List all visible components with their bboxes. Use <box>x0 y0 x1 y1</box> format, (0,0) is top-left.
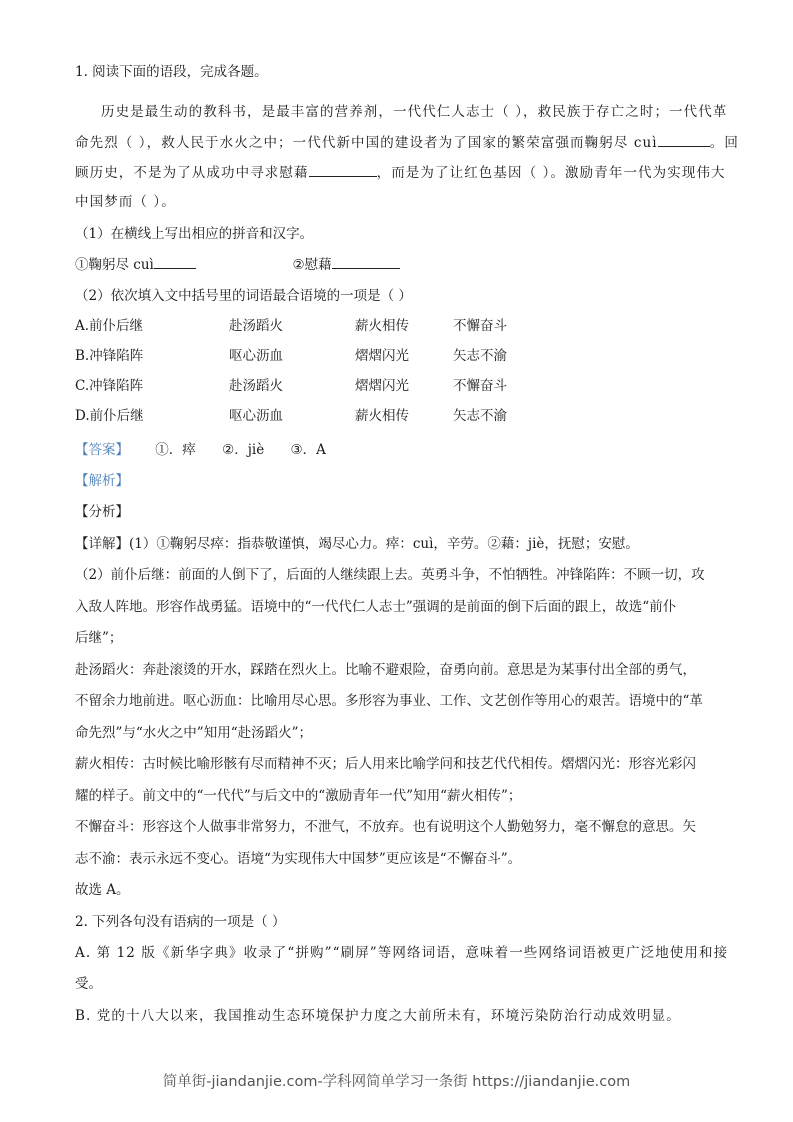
passage-line-1: 历史是最生动的教科书，是最丰富的营养剂，一代代仁人志士（ ），救民族于存亡之时；一代代革 <box>101 104 728 120</box>
option-a-word-3: 薪火相传 <box>355 318 409 334</box>
sub-question-1-items <box>75 254 400 275</box>
passage-line-2-text: 命先烈（ ），救人民于水火之中；一代代新中国的建设者为了国家的繁荣富强而鞠躬尽 cuì <box>75 135 658 151</box>
sub-question-1-prompt: （1）在横线上写出相应的拼音和汉字。 <box>75 226 314 242</box>
option-d-word-3: 薪火相传 <box>355 408 409 424</box>
detail-line-1: 【详解】(1）①鞠躬尽瘁：指恭敬谨慎，竭尽心力。瘁：cuì，辛劳。②藉：jiè，抚慰；安慰。 <box>75 536 639 552</box>
option-row-b <box>75 346 595 366</box>
passage-line-2 <box>75 132 739 153</box>
detail-line-6: 不留余力地前进。呕心沥血：比喻用尽心思。多形容为事业、工作、文艺创作等用心的艰苦。语境中的“革 <box>75 693 703 709</box>
detail-line-5: 赴汤蹈火：奔赴滚烫的开水，踩踏在烈火上。比喻不避艰险，奋勇向前。意思是为某事付出全部的勇气， <box>75 662 696 678</box>
detail-line-10: 不懈奋斗：形容这个人做事非常努力，不泄气，不放弃。也有说明这个人勤勉努力，毫不懈怠的意思。矢 <box>75 819 696 835</box>
detail-line-2: （2）前仆后继：前面的人倒下了，后面的人继续跟上去。英勇斗争，不怕牺牲。冲锋陷阵：不顾一切，攻 <box>75 567 705 583</box>
sub-question-2-prompt: （2）依次填入文中括号里的词语最合语境的一项是（ ） <box>75 288 412 304</box>
option-row-c <box>75 376 595 396</box>
answer-label: 【答案】 <box>75 442 129 458</box>
site-footer-watermark: 简单街-jiandanjie.com-学科网简单学习一条街 https://jiandanjie.com <box>162 1074 631 1090</box>
question-2-option-a: A. 第 12 版《新华字典》收录了“拼购”“刷屏”等网络词语，意味着一些网络词语被更广泛地使用和接 <box>75 945 729 961</box>
passage-line-3-end: ，而是为了让红色基因（ ）。激励青年一代为实现伟大 <box>376 165 726 181</box>
detail-line-8: 薪火相传：古时候比喻形骸有尽而精神不灭；后人用来比喻学问和技艺代代相传。熠熠闪光：形容光彩闪 <box>75 756 696 772</box>
detail-line-11: 志不渝：表示永远不变心。语境“为实现伟大中国梦”更应该是“不懈奋斗”。 <box>75 851 522 867</box>
answer-section <box>75 440 326 460</box>
option-b-label: B.冲锋陷阵 <box>75 348 144 364</box>
analysis-label: 【解析】 <box>75 473 129 489</box>
option-row-d <box>75 406 595 426</box>
passage-line-2-end: 。回 <box>709 135 739 151</box>
option-a-label: A.前仆后继 <box>75 318 144 334</box>
detail-line-4: 后继”； <box>75 630 123 646</box>
passage-line-3 <box>75 162 726 183</box>
option-a-word-4: 不懈奋斗 <box>453 318 507 334</box>
item-2-label: ②慰藉 <box>292 257 332 273</box>
fill-blank-cui <box>658 132 710 147</box>
option-b-word-4: 矢志不渝 <box>453 348 507 364</box>
question-2-title: 2. 下列各句没有语病的一项是（ ） <box>75 914 286 930</box>
item-2-blank <box>332 254 400 269</box>
question-2-option-a-cont: 受。 <box>75 976 102 992</box>
item-1-blank <box>154 254 196 269</box>
answer-item-3: ③．A <box>290 442 326 458</box>
fenxi-label: 【分析】 <box>75 504 129 520</box>
answer-item-2: ②．jiè <box>222 442 265 458</box>
question-2-option-b: B. 党的十八大以来，我国推动生态环境保护力度之大前所未有，环境污染防治行动成效明显。 <box>75 1008 681 1024</box>
option-d-word-2: 呕心沥血 <box>229 408 283 424</box>
option-a-word-2: 赴汤蹈火 <box>229 318 283 334</box>
option-c-word-3: 熠熠闪光 <box>355 378 409 394</box>
option-d-label: D.前仆后继 <box>75 408 144 424</box>
item-1-label: ①鞠躬尽 cuì <box>75 257 154 273</box>
fill-blank-jie <box>309 162 377 177</box>
question-1-title: 1. 阅读下面的语段，完成各题。 <box>75 64 268 80</box>
option-c-label: C.冲锋陷阵 <box>75 378 144 394</box>
option-c-word-2: 赴汤蹈火 <box>229 378 283 394</box>
option-b-word-3: 熠熠闪光 <box>355 348 409 364</box>
option-c-word-4: 不懈奋斗 <box>453 378 507 394</box>
detail-line-9: 耀的样子。前文中的“一代代”与后文中的“激励青年一代”知用“薪火相传”； <box>75 788 522 804</box>
detail-line-7: 命先烈”与“水火之中”知用“赴汤蹈火”； <box>75 725 313 741</box>
detail-line-12: 故选 A。 <box>75 882 130 898</box>
passage-line-4: 中国梦而（ ）。 <box>75 194 176 210</box>
passage-line-3-text: 顾历史，不是为了从成功中寻求慰藉 <box>75 165 309 181</box>
option-row-a <box>75 316 595 336</box>
option-d-word-4: 矢志不渝 <box>453 408 507 424</box>
detail-line-3: 入敌人阵地。形容作战勇猛。语境中的“一代代仁人志士”强调的是前面的倒下后面的跟上，故选“前仆 <box>75 599 677 615</box>
option-b-word-2: 呕心沥血 <box>229 348 283 364</box>
answer-item-1: ①．瘁 <box>155 442 196 458</box>
